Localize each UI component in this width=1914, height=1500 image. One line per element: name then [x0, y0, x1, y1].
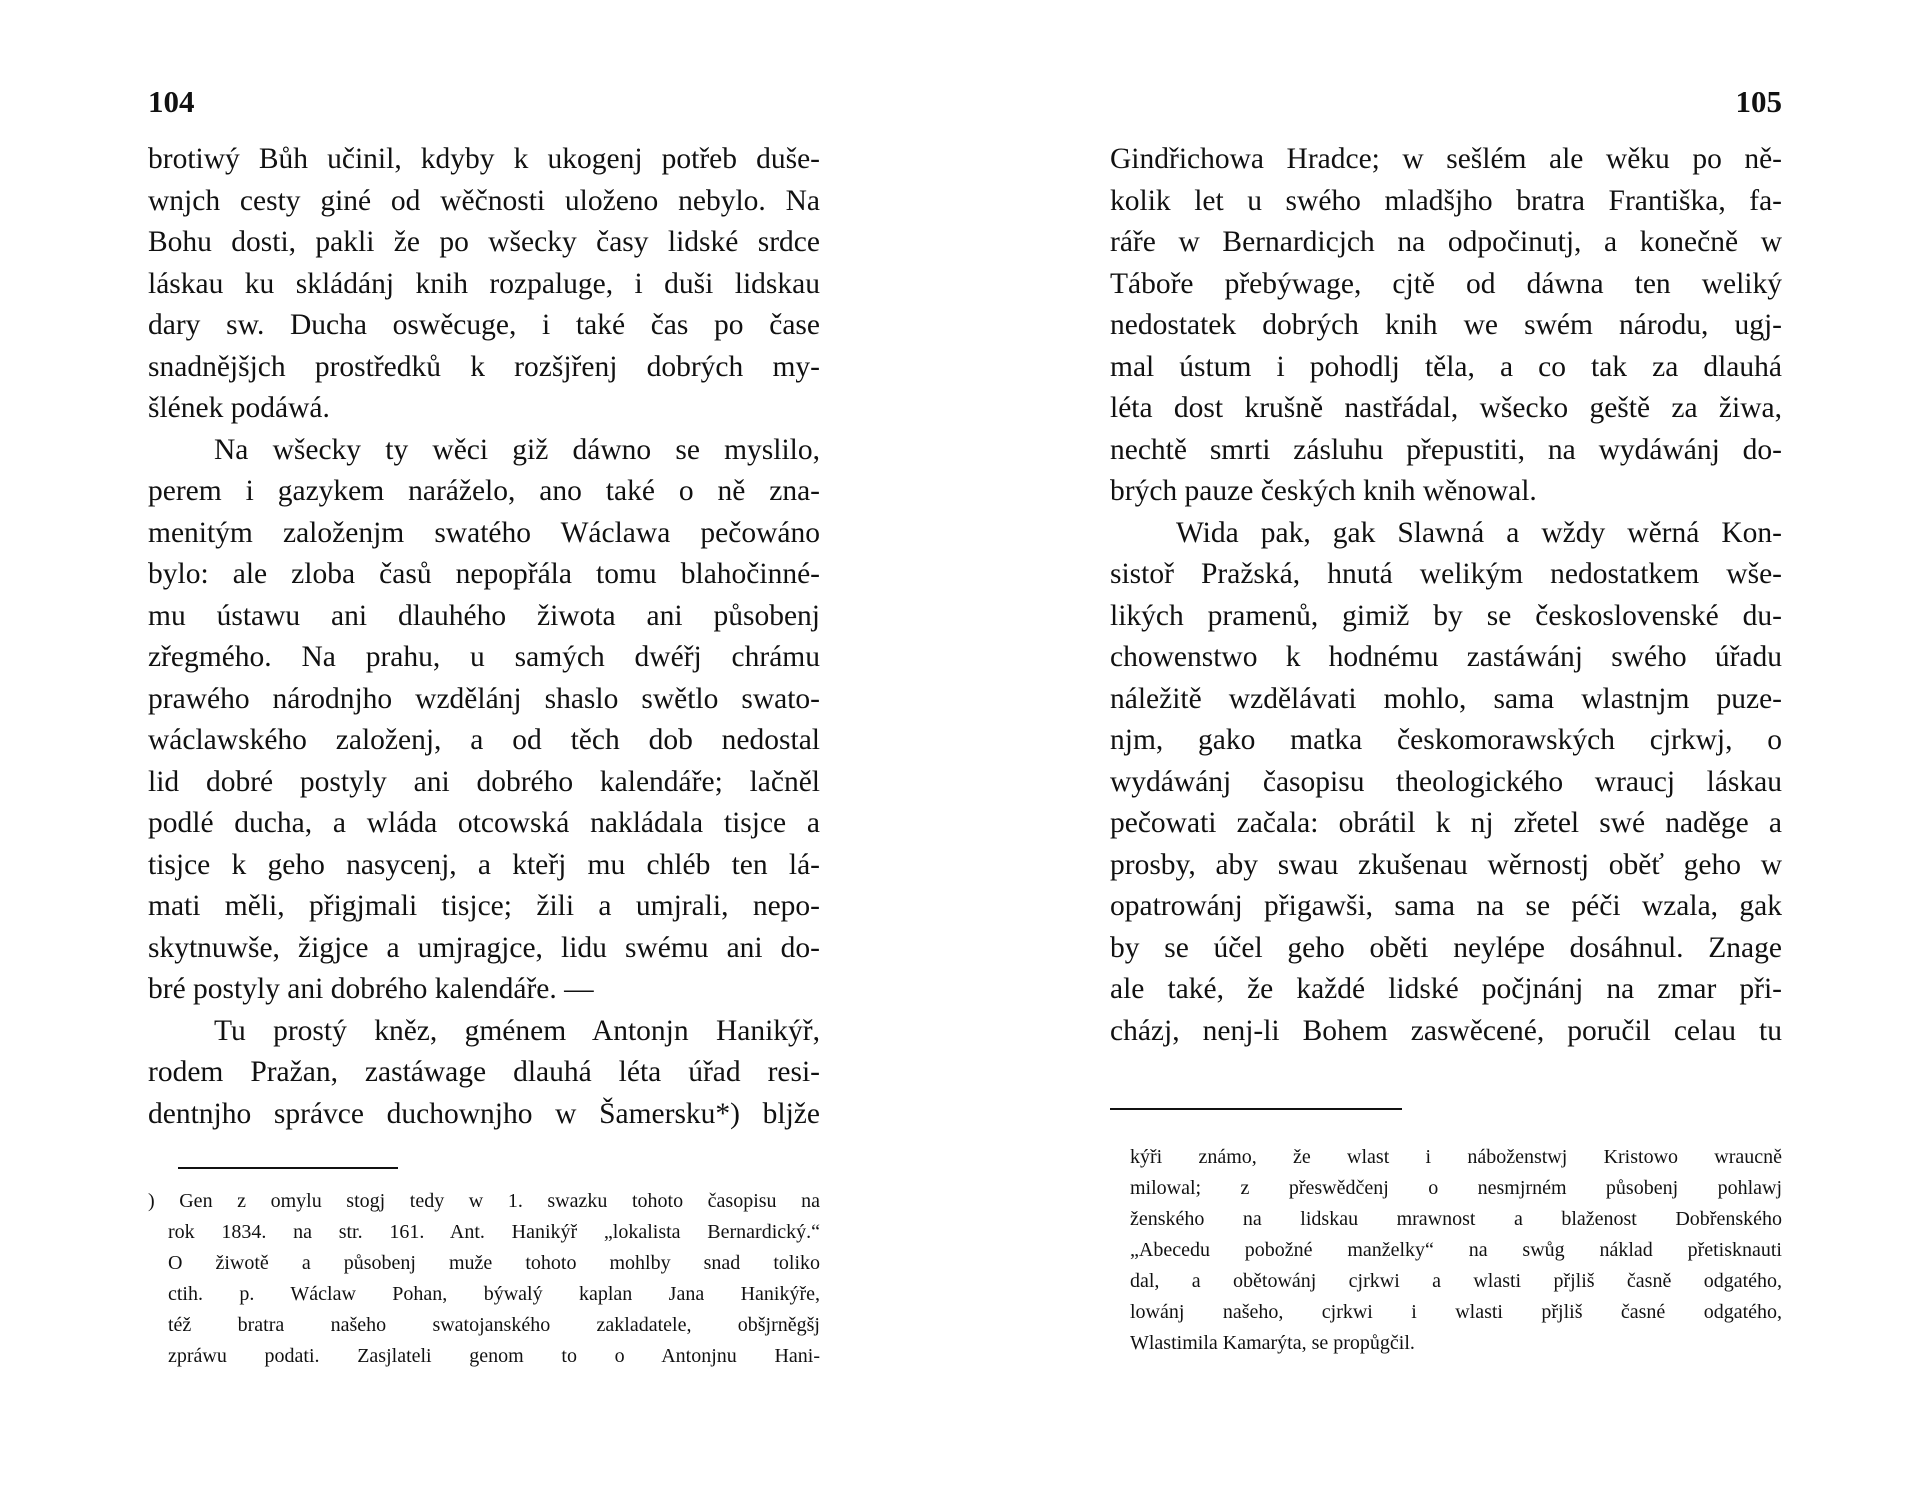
page-number-right: 105 — [1735, 84, 1782, 119]
text-line: nedostatek dobrých knih we swém národu, ugj- — [1110, 309, 1782, 341]
text-line: chowenstwo k hodnému zastáwánj swého úřadu — [1110, 641, 1782, 673]
text-line: mu ústawu ani dlauhého žiwota ani působenj — [148, 599, 820, 632]
text-line: dary sw. Ducha oswěcuge, i také čas po čase — [148, 309, 820, 341]
text-line: Táboře přebýwage, cjtě od dáwna ten weliký — [1110, 267, 1782, 300]
text-line: prawého národnjho wzdělánj shaslo swětlo swato- — [148, 682, 820, 715]
footnote-line: ) Gen z omylu stogj tedy w 1. swazku tohoto časopisu na — [148, 1190, 820, 1212]
right-body-text — [1110, 139, 1782, 1052]
footnote-divider — [178, 1167, 398, 1169]
text-line: likých pramenů, gimiž by se československé du- — [1110, 599, 1782, 632]
left-page — [148, 0, 820, 1500]
right-page — [1110, 0, 1782, 1500]
text-line: menitým založenjm swatého Wáclawa pečowáno — [148, 516, 820, 549]
text-line: sistoř Pražská, hnutá welikým nedostatkem wše- — [1110, 558, 1782, 590]
text-line: podlé ducha, a wláda otcowská nakládala tisjce a — [148, 807, 820, 839]
text-line: wnjch cesty giné od wěčnosti uloženo nebylo. Na — [148, 184, 820, 217]
text-line: lid dobré postyly ani dobrého kalendáře; lačněl — [148, 765, 820, 798]
text-line: bré postyly ani dobrého kalendáře. — — [148, 973, 594, 1005]
text-line: Bohu dosti, pakli že po wšecky časy lidské srdce — [148, 226, 820, 258]
right-footnotes — [1110, 1142, 1782, 1359]
text-line: brotiwý Bůh učinil, kdyby k ukogenj potřeb duše- — [148, 143, 820, 175]
text-line: rodem Pražan, zastáwage dlauhá léta úřad resi- — [148, 1056, 820, 1088]
text-line: zřegmého. Na prahu, u samých dwéřj chrámu — [148, 641, 820, 673]
text-line: Wida pak, gak Slawná a wždy wěrná Kon- — [1176, 516, 1782, 549]
text-line: perem i gazykem naráželo, ano také o ně zna- — [148, 475, 820, 507]
text-line: wydáwánj časopisu theologického wraucj láskau — [1110, 765, 1782, 798]
text-line: mati měli, přigjmali tisjce; žili a umjrali, nepo- — [148, 890, 820, 922]
footnote-line: „Abecedu pobožné manželky“ na swůg náklad přetisknauti — [1130, 1239, 1782, 1261]
footnote-divider — [1110, 1108, 1402, 1110]
text-line: bylo: ale zloba časů nepopřála tomu blahočinné- — [148, 558, 820, 590]
page-number-left: 104 — [148, 84, 195, 119]
text-line: nechtě smrti zásluhu přepustiti, na wydáwánj do- — [1110, 433, 1782, 466]
text-line: mal ústum i pohodlj těla, a co tak za dlauhá — [1110, 350, 1782, 383]
footnote-line: rok 1834. na str. 161. Ant. Hanikýř „lokalista Bernardický.“ — [168, 1221, 820, 1243]
footnote-line: milowal; z přeswědčenj o nesmjrném působenj pohlawj — [1130, 1177, 1782, 1199]
footnote-line: dal, a obětowánj cjrkwi a wlasti přjliš časně odgatého, — [1130, 1270, 1782, 1292]
footnote-line: O žiwotě a působenj muže tohoto mohlby snad toliko — [168, 1252, 820, 1274]
text-line: pečowati začala: obrátil k nj zřetel swé naděge a — [1110, 807, 1782, 839]
text-line: léta dost krušně nastřádal, wšecko geště za žiwa, — [1110, 392, 1782, 424]
text-line: dentnjho správce duchownjho w Šamersku*) bljže — [148, 1097, 820, 1130]
text-line: cházj, nenj-li Bohem zaswěcené, poručil celau tu — [1110, 1014, 1782, 1047]
text-line: skytnuwše, žigjce a umjragjce, lidu swému ani do- — [148, 931, 820, 964]
text-line: by se účel geho oběti neylépe dosáhnul. Znage — [1110, 931, 1782, 964]
text-line: njm, gako matka českomorawských cjrkwj, o — [1110, 724, 1782, 756]
text-line: wáclawského založenj, a od těch dob nedostal — [148, 724, 820, 756]
footnote-line: ctih. p. Wáclaw Pohan, býwalý kaplan Jana Hanikýře, — [168, 1283, 820, 1305]
footnote-line: lowánj našeho, cjrkwi i wlasti přjliš časné odgatého, — [1130, 1301, 1782, 1323]
text-line: opatrowánj přigawši, sama na se péči wzala, gak — [1110, 890, 1782, 922]
text-line: brých pauze českých knih wěnowal. — [1110, 475, 1537, 507]
text-line: Na wšecky ty wěci giž dáwno se myslilo, — [214, 433, 820, 466]
footnote-line: kýři známo, že wlast i náboženstwj Kristowo wraucně — [1130, 1146, 1782, 1168]
footnote-line: ženského na lidskau mrawnost a blaženost Dobřenského — [1130, 1208, 1782, 1230]
left-body-text — [148, 139, 820, 1135]
text-line: Tu prostý kněz, gménem Antonjn Hanikýř, — [214, 1014, 820, 1047]
text-line: kolik let u swého mladšjho bratra Františka, fa- — [1110, 184, 1782, 217]
footnote-line: zpráwu podati. Zasjlateli genom to o Antonjnu Hani- — [168, 1345, 820, 1367]
text-line: Gindřichowa Hradce; w sešlém ale wěku po ně- — [1110, 143, 1782, 175]
text-line: snadnějšjch prostředků k rozšjřenj dobrých my- — [148, 350, 820, 383]
text-line: ale také, že každé lidské počjnánj na zmar při- — [1110, 973, 1782, 1005]
text-line: náležitě wzdělávati mohlo, sama wlastnjm puze- — [1110, 682, 1782, 715]
text-line: šlének podáwá. — [148, 392, 330, 424]
text-line: prosby, aby swau zkušenau wěrnostj oběť geho w — [1110, 848, 1782, 881]
left-footnotes — [148, 1186, 820, 1372]
text-line: ráře w Bernardicjch na odpočinutj, a konečně w — [1110, 226, 1782, 258]
text-line: láskau ku skládánj knih rozpaluge, i duši lidskau — [148, 267, 820, 300]
text-line: tisjce k geho nasycenj, a kteřj mu chléb ten lá- — [148, 848, 820, 881]
footnote-line: též bratra našeho swatojanského zakladatele, obšjrněgšj — [168, 1314, 820, 1336]
footnote-line: Wlastimila Kamarýta, se propůgčil. — [1130, 1332, 1415, 1354]
